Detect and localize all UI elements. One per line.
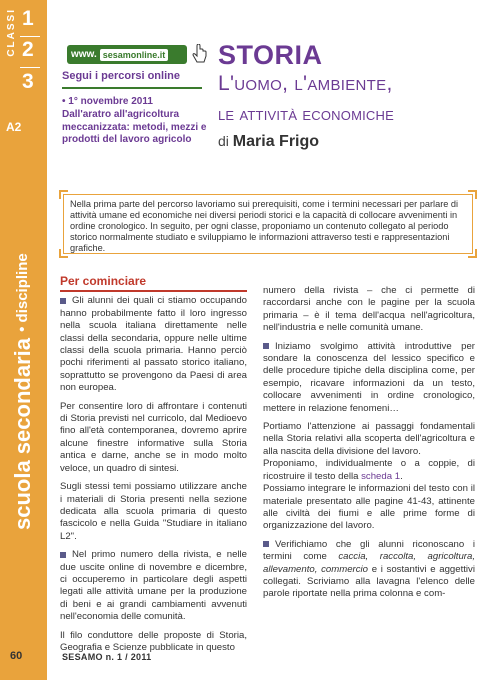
paragraph: Iniziamo svolgimo attività introduttive per sondare la conoscenza del lessico specifico e delle procedure tipiche della disciplina come, per esempio, ricavare informazioni da un testo, collocare avvenimenti in ordine cronologico, mettere in relazione fenomeni… [263, 340, 475, 414]
www-prefix: www. [71, 49, 97, 60]
heading-rule [60, 290, 247, 292]
corner-mark [59, 249, 68, 258]
corner-mark [59, 190, 68, 199]
page-number: 60 [10, 650, 23, 662]
page-title: STORIA [218, 40, 323, 70]
paragraph: Portiamo l'attenzione ai passaggi fondamentali nella Storia relativi alla scoperta dell'agricoltura e alla nascita della divisione del lavoro. [263, 421, 475, 457]
left-column [60, 275, 247, 660]
author-prefix: di [218, 133, 229, 149]
paragraph: Possiamo integrare le informazioni del testo con il materiale presentato alle pagine 41-43, attinente alle civiltà dei fiumi e alle prime forme di organizzazione del lavoro. [263, 483, 475, 532]
number-divider [20, 36, 40, 37]
magazine-issue: SESAMO n. 1 / 2011 [62, 652, 152, 662]
class-number-3: 3 [22, 70, 34, 93]
section-heading: Per cominciare [60, 274, 147, 288]
paragraph: Verifichiamo che gli alunni riconoscano i termini come caccia, raccolta, agricoltura, allevamento, commercio e i sostantivi e aggettivi collegati. Scriviamo alla lavagna l'elenco delle parole riportate nella prima colonna e com- [263, 538, 475, 600]
section-code: A2 [6, 120, 22, 134]
classi-label: CLASSI [6, 8, 17, 57]
right-column [263, 285, 475, 607]
pointer-hand-icon [191, 44, 209, 66]
bullet-square-icon [263, 343, 269, 349]
intro-text: Nella prima parte del percorso lavoriamo sui prerequisiti, come i termini necessari per parlare di attività umane ed economiche nei diversi periodi storici e la capacità di collocare avvenimenti in ordine cronologico. In seguito, per ogni classe, proponiamo un contenuto collegato al periodo storico normalmente studiato e sviluppiamo le informazioni attraverso testi e rappresentazioni grafiche. [70, 199, 459, 253]
class-number-1: 1 [22, 7, 34, 30]
paragraph: Sugli stessi temi possiamo utilizzare anche i materiali di Storia presenti nella sezione dedicata alla scuola primaria di questo fascicolo e nella Guida "Studiare in italiano L2". [60, 481, 247, 542]
paragraph: Il filo conduttore delle proposte di Storia, Geografia e Scienze pubblicate in questo [60, 629, 247, 653]
scheda-link[interactable]: scheda 1 [361, 470, 401, 482]
number-divider [20, 67, 40, 68]
follow-online-label: Segui i percorsi online [62, 70, 180, 82]
paragraph: Per consentire loro di affrontare i contenuti di Storia previsti nel curricolo, dal Medioevo fino all'età contemporanea, dovremo aprire alcune finestre informative sulla Storia antica e darne, anche se in modo molto veloce, un quadro di sintesi. [60, 400, 247, 474]
online-topic: Dall'aratro all'agricoltura meccanizzata: metodi, mezzi e prodotti del lavoro agricolo [62, 109, 207, 145]
author-name: Maria Frigo [232, 133, 320, 150]
vertical-sub: • discipline [14, 253, 31, 332]
website-link-button[interactable] [67, 45, 187, 64]
paragraph: Proponiamo, individualmente o a coppie, di ricostruire il testo della scheda 1. [263, 458, 475, 482]
italic-terms: caccia, raccolta, agricoltura, allevamento, commercio [263, 551, 475, 575]
header-divider [62, 87, 202, 89]
class-number-2: 2 [22, 38, 34, 61]
corner-mark [468, 249, 477, 258]
subtitle-line-2: le attività economiche [218, 104, 394, 124]
subtitle-line-1: L'uomo, l'ambiente, [218, 72, 393, 95]
paragraph: numero della rivista – che ci permette di raccordarsi anche con le pagine per la scuola primaria – è il tema dell'acqua nell'agricoltura, nell'industria e nelle comunità umane. [263, 285, 475, 334]
author-byline [218, 133, 319, 151]
bullet-square-icon [60, 298, 66, 304]
paragraph: Gli alunni dei quali ci stiamo occupando hanno probabilmente fatto il loro ingresso nella scuola italiana direttamente nelle classi della secondaria, oppure nelle ultime classi della scuola primaria. Hanno perciò pochi riferimenti al passato storico italiano, soprattutto se provengono da Paesi di area non europea. [60, 295, 247, 394]
bullet-square-icon [60, 552, 66, 558]
online-date: • 1° novembre 2011 [62, 96, 153, 107]
vertical-section-title [10, 170, 40, 530]
side-band [0, 0, 47, 680]
paragraph: Nel primo numero della rivista, e nelle due uscite online di novembre e dicembre, ci occuperemo in particolare degli aspetti legati alle attività umane per la produzione di beni e ai grandi cambiamenti avvenuti nell'economia delle comunità. [60, 549, 247, 623]
bullet-square-icon [263, 541, 269, 547]
vertical-main: scuola secondaria [10, 338, 35, 530]
website-domain: sesamonline.it [100, 49, 169, 61]
corner-mark [468, 190, 477, 199]
